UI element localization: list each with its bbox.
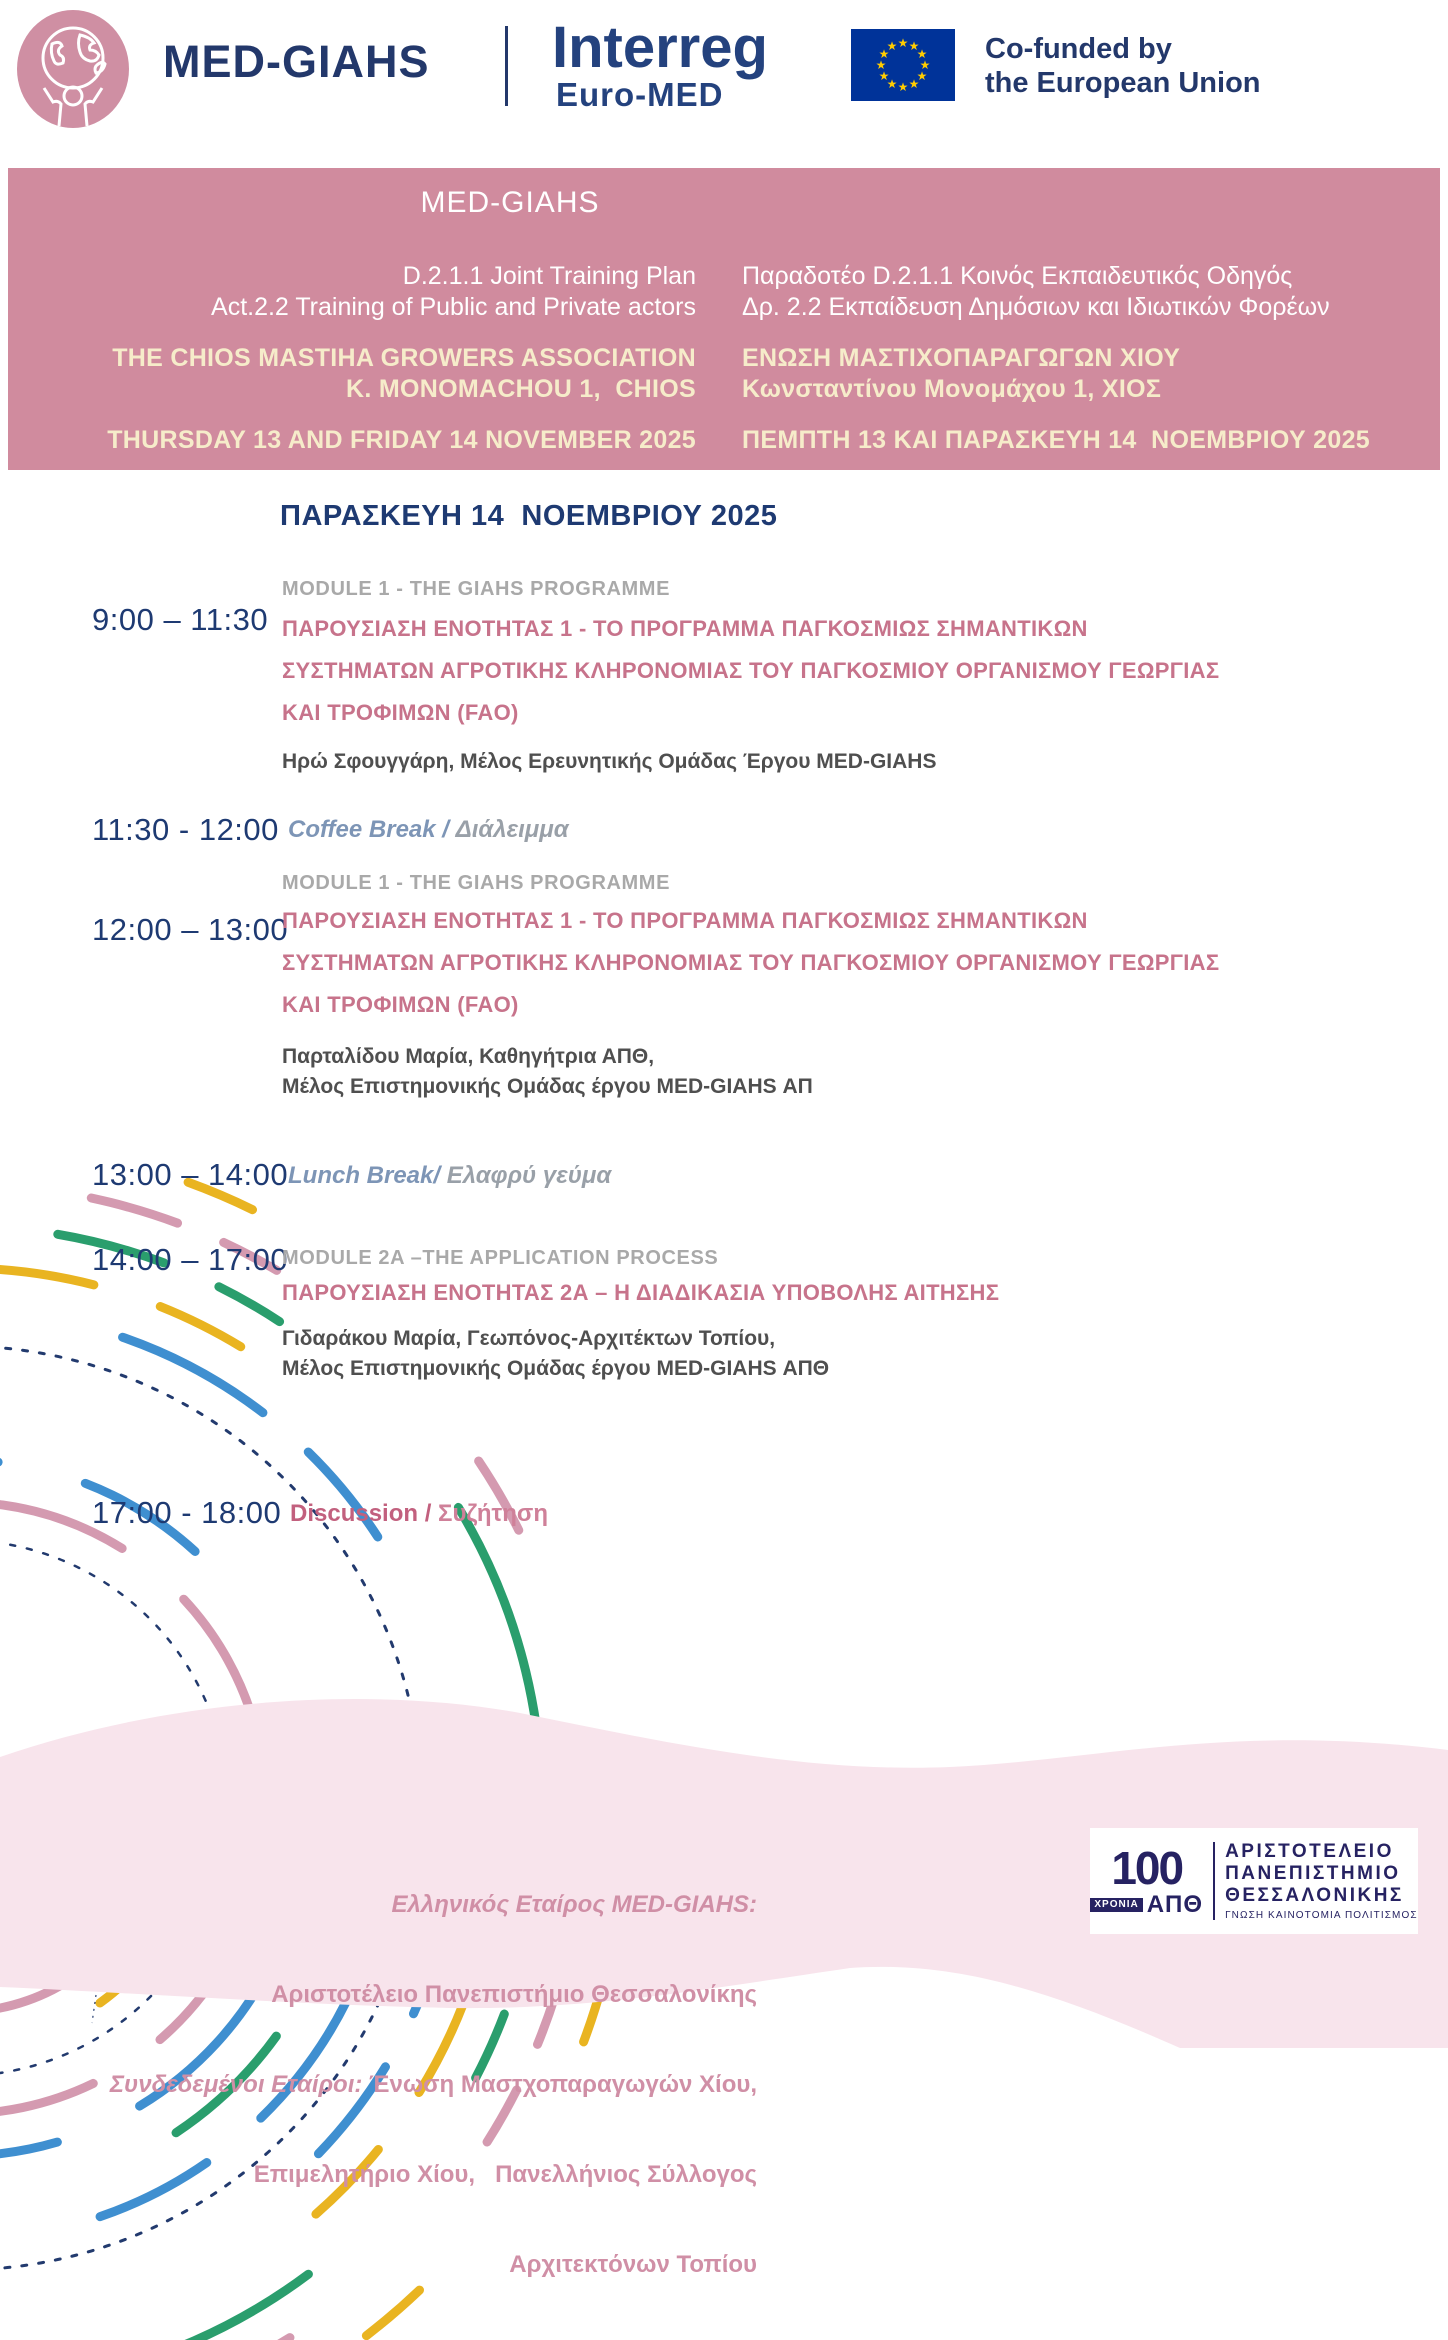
session-speaker: Ηρώ Σφουγγάρη, Μέλος Ερευνητικής Ομάδας Έργου MED-GIAHS [282,750,937,773]
lunch-break-label [288,1162,611,1190]
discussion-time: 17:00 - 18:00 [92,1495,282,1530]
break-time: 13:00 – 14:00 [92,1157,289,1192]
session-title-line: ΚΑΙ ΤΡΟΦΙΜΩΝ (FAO) [282,992,519,1017]
auth-xronia-badge: ΧΡΟΝΙΑ [1090,1898,1142,1912]
footer-partners-text [60,1830,757,2340]
session-title [282,900,1402,1026]
svg-text:★: ★ [886,77,898,91]
deliverable-line-en: D.2.1.1 Joint Training Plan [402,262,696,290]
svg-text:★: ★ [878,69,890,83]
session-title [282,1272,1402,1314]
interreg-euromed-label: Euro-MED [556,76,724,113]
svg-text:★: ★ [897,80,909,94]
banner-greek-column [742,168,1422,454]
venue-address-gr: Κωνσταντίνου Μονομάχου 1, ΧΙΟΣ [742,375,1162,403]
event-dates-gr: ΠΕΜΠΤΗ 13 ΚΑΙ ΠΑΡΑΣΚΕΥΗ 14 ΝΟΕΜΒΡΙΟΥ 2025 [742,426,1370,454]
brand-wordmark: MED-GIAHS [163,36,430,87]
activity-line-gr: Δρ. 2.2 Εκπαίδευση Δημόσιων και Ιδιωτικών Φορέων [742,293,1330,321]
break-label-en: Coffee Break / [288,816,449,843]
interreg-logo: Interreg [552,15,768,80]
greek-partner-name: Αριστοτέλειο Πανεπιστήμιο Θεσσαλονίκης [271,1981,757,2008]
venue-address-en: K. MONOMACHOU 1, CHIOS [346,375,696,403]
svg-text:★: ★ [908,39,920,53]
discussion-label-en: Discussion / [290,1500,432,1527]
auth-name-line: ΠΑΝΕΠΙΣΤΗΜΙΟ [1225,1863,1401,1884]
discussion-label-gr: Συζήτηση [431,1500,548,1527]
session-title-line: ΠΑΡΟΥΣΙΑΣΗ ΕΝΟΤΗΤΑΣ 1 - ΤΟ ΠΡΟΓΡΑΜΜΑ ΠΑΓΚΟΣΜΙΩΣ ΣΗΜΑΝΤΙΚΩΝ [282,616,1088,641]
auth-apth-label: ΑΠΘ [1146,1891,1204,1918]
module-label: MODULE 2A –THE APPLICATION PROCESS [282,1247,719,1269]
med-giahs-logo-icon [14,8,132,130]
day-heading: ΠΑΡΑΣΚΕΥΗ 14 ΝΟΕΜΒΡΙΟΥ 2025 [280,500,778,532]
venue-org-gr: ΕΝΩΣΗ ΜΑΣΤΙΧΟΠΑΡΑΓΩΓΩΝ ΧΙΟΥ [742,344,1181,372]
module-label: MODULE 1 - THE GIAHS PROGRAMME [282,872,671,894]
discussion-label [290,1500,548,1528]
svg-text:★: ★ [916,69,928,83]
break-label-gr: Διάλειμμα [448,816,569,843]
auth-logo-divider [1213,1842,1215,1920]
auth-logo-card [1090,1828,1418,1934]
speaker-line: Μέλος Επιστημονικής Ομάδας έργου MED-GIAHS ΑΠ [282,1075,813,1098]
svg-text:★: ★ [878,47,890,61]
svg-text:★: ★ [919,58,931,72]
session-time: 9:00 – 11:30 [92,602,269,637]
session-speaker [282,1042,813,1102]
cofunded-line1: Co-funded by [985,33,1172,65]
venue-org-en: THE CHIOS MASTIHA GROWERS ASSOCIATION [112,344,696,372]
associated-partners-line3: Αρχιτεκτόνων Τοπίου [509,2251,757,2278]
svg-text:★: ★ [916,47,928,61]
auth-name-line: ΘΕΣΣΑΛΟΝΙΚΗΣ [1225,1885,1404,1906]
auth-motto: ΓΝΩΣΗ ΚΑΙΝΟΤΟΜΙΑ ΠΟΛΙΤΙΣΜΟΣ [1225,1910,1418,1921]
session-title-line: ΚΑΙ ΤΡΟΦΙΜΩΝ (FAO) [282,700,519,725]
banner-english-column [60,168,696,454]
event-dates-en: THURSDAY 13 AND FRIDAY 14 NOVEMBER 2025 [107,426,696,454]
associated-partners-label: Συνδεδεμένοι Εταίροι: [109,2071,363,2098]
cofunded-label [985,32,1261,100]
eu-flag-icon [851,29,955,101]
session-time: 12:00 – 13:00 [92,912,289,947]
svg-text:★: ★ [908,77,920,91]
svg-text:★: ★ [886,39,898,53]
module-label: MODULE 1 - THE GIAHS PROGRAMME [282,578,671,600]
session-title [282,608,1402,734]
associated-partners-rest: Ένωση Μαστχοπαραγωγών Χίου, [362,2071,757,2098]
svg-text:★: ★ [897,36,909,50]
break-label-en: Lunch Break/ [288,1162,441,1189]
event-banner [8,168,1440,470]
break-label-gr: Ελαφρύ γεύμα [440,1162,612,1189]
session-title-line: ΣΥΣΤΗΜΑΤΩΝ ΑΓΡΟΤΙΚΗΣ ΚΛΗΡΟΝΟΜΙΑΣ ΤΟΥ ΠΑΓΚΟΣΜΙΟΥ ΟΡΓΑΝΙΣΜΟΥ ΓΕΩΡΓΙΑΣ [282,950,1220,975]
speaker-line: Παρταλίδου Μαρία, Καθηγήτρια ΑΠΘ, [282,1045,655,1068]
banner-title: MED-GIAHS [420,186,600,219]
auth-100-number: 100 [1111,1842,1183,1894]
header-divider [505,26,508,106]
speaker-line: Μέλος Επιστημονικής Ομάδας έργου MED-GIAHS ΑΠΘ [282,1357,830,1380]
associated-partners-line2: Επιμελητήριο Χίου, Πανελλήνιος Σύλλογος [253,2161,757,2188]
speaker-line: Γιδαράκου Μαρία, Γεωπόνος-Αρχιτέκτων Τοπίου, [282,1327,776,1350]
auth-name-line: ΑΡΙΣΤΟΤΕΛΕΙΟ [1225,1841,1394,1862]
break-time: 11:30 - 12:00 [92,812,279,847]
session-title-line: ΣΥΣΤΗΜΑΤΩΝ ΑΓΡΟΤΙΚΗΣ ΚΛΗΡΟΝΟΜΙΑΣ ΤΟΥ ΠΑΓΚΟΣΜΙΟΥ ΟΡΓΑΝΙΣΜΟΥ ΓΕΩΡΓΙΑΣ [282,658,1220,683]
activity-line-en: Act.2.2 Training of Public and Private actors [211,293,696,321]
svg-text:★: ★ [875,58,887,72]
auth-university-name [1225,1841,1418,1921]
auth-100-years-icon [1090,1842,1204,1918]
session-title-line: ΠΑΡΟΥΣΙΑΣΗ ΕΝΟΤΗΤΑΣ 2Α – Η ΔΙΑΔΙΚΑΣΙΑ ΥΠΟΒΟΛΗΣ ΑΙΤΗΣΗΣ [282,1280,1000,1305]
session-title-line: ΠΑΡΟΥΣΙΑΣΗ ΕΝΟΤΗΤΑΣ 1 - ΤΟ ΠΡΟΓΡΑΜΜΑ ΠΑΓΚΟΣΜΙΩΣ ΣΗΜΑΝΤΙΚΩΝ [282,908,1088,933]
deliverable-line-gr: Παραδοτέο D.2.1.1 Κοινός Εκπαιδευτικός Οδηγός [742,262,1293,290]
cofunded-line2: the European Union [985,67,1261,99]
session-speaker [282,1324,829,1384]
session-time: 14:00 – 17:00 [92,1242,289,1277]
coffee-break-label [288,816,569,844]
greek-partner-label: Ελληνικός Εταίρος MED-GIAHS: [391,1891,757,1918]
associated-partners-line1 [60,2070,757,2100]
